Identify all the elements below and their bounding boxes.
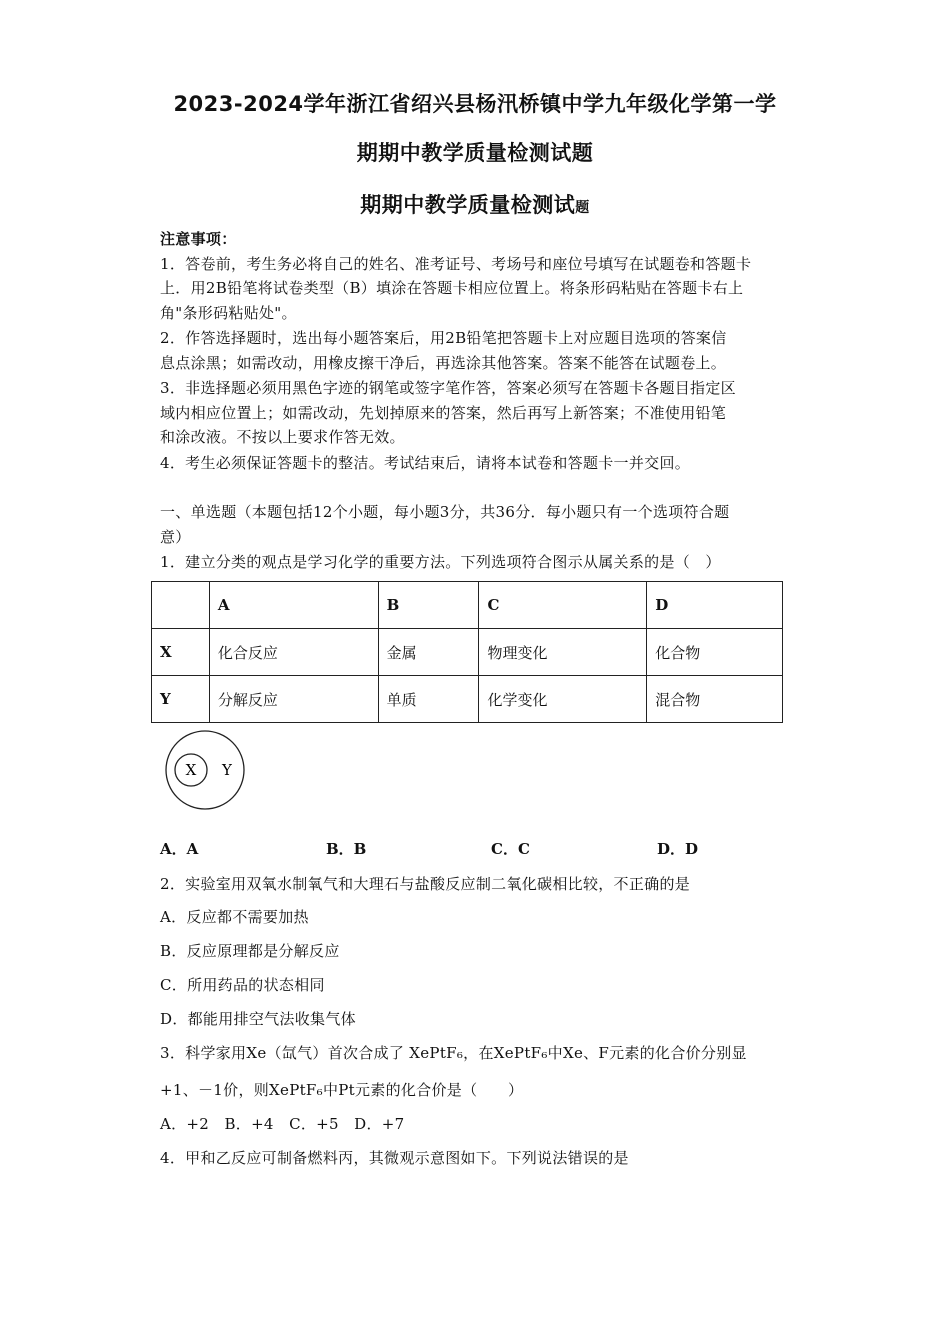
- q3-options: A．+2 B．+4 C．+5 D．+7: [160, 1115, 405, 1133]
- exam-title-line-3-small: 题: [575, 200, 590, 216]
- exam-title-line-3: [0, 189, 950, 219]
- notice-heading: 注意事项：: [160, 230, 237, 248]
- venn-outer-label: Y: [222, 761, 232, 779]
- table-header-cell: [152, 582, 210, 629]
- table-header-cell: D: [647, 582, 783, 629]
- table-cell: 化合反应: [209, 629, 378, 676]
- q1-option-b: B．B: [326, 840, 367, 858]
- section-heading-cont: 意）: [160, 528, 191, 546]
- q1-option-a: A．A: [160, 840, 199, 858]
- notice-line: 4．考生必须保证答题卡的整洁。考试结束后，请将本试卷和答题卡一并交回。: [160, 454, 691, 472]
- notice-line: 2．作答选择题时，选出每小题答案后，用2B铅笔把答题卡上对应题目选项的答案信: [160, 329, 727, 347]
- q1-table: [151, 581, 783, 723]
- table-row: [152, 676, 783, 723]
- q3-stem-cont: +1、－1价，则XePtF₆中Pt元素的化合价是（ ）: [160, 1081, 524, 1099]
- q1-option-c: C．C: [491, 840, 530, 858]
- table-cell: 金属: [378, 629, 479, 676]
- q3-stem: 3．科学家用Xe（氙气）首次合成了 XePtF₆，在XePtF₆中Xe、F元素的化合价分别显: [160, 1044, 747, 1062]
- q2-option-d: D．都能用排空气法收集气体: [160, 1010, 356, 1028]
- venn-inner-label: X: [185, 761, 197, 779]
- q4-stem: 4．甲和乙反应可制备燃料丙，其微观示意图如下。下列说法错误的是: [160, 1149, 629, 1167]
- exam-title-line-1: 2023-2024学年浙江省绍兴县杨汛桥镇中学九年级化学第一学: [173, 92, 777, 116]
- exam-title-line-3-main: 期期中教学质量检测试: [360, 193, 576, 217]
- table-cell: 混合物: [647, 676, 783, 723]
- venn-outer-circle: [166, 731, 244, 809]
- table-cell: 分解反应: [209, 676, 378, 723]
- notice-line: 3．非选择题必须用黑色字迹的钢笔或签字笔作答，答案必须写在答题卡各题目指定区: [160, 379, 736, 397]
- section-heading: 一、单选题（本题包括12个小题，每小题3分，共36分．每小题只有一个选项符合题: [160, 503, 730, 521]
- notice-line: 息点涂黑；如需改动，用橡皮擦干净后，再选涂其他答案。答案不能答在试题卷上。: [160, 354, 727, 372]
- notice-line: 域内相应位置上；如需改动，先划掉原来的答案，然后再写上新答案；不准使用铅笔: [160, 404, 727, 422]
- table-row: [152, 629, 783, 676]
- table-header-cell: A: [209, 582, 378, 629]
- notice-line: 和涂改液。不按以上要求作答无效。: [160, 428, 405, 446]
- q2-option-c: C．所用药品的状态相同: [160, 976, 325, 994]
- table-header-row: [152, 582, 783, 629]
- q1-option-d: D．D: [657, 840, 699, 858]
- q1-stem: 1．建立分类的观点是学习化学的重要方法。下列选项符合图示从属关系的是（ ）: [160, 553, 721, 571]
- notice-line: 角"条形码粘贴处"。: [160, 304, 297, 322]
- table-cell: 物理变化: [479, 629, 647, 676]
- table-cell: X: [152, 629, 210, 676]
- notice-line: 1．答卷前，考生务必将自己的姓名、准考证号、考场号和座位号填写在试题卷和答题卡: [160, 255, 752, 273]
- q2-option-b: B．反应原理都是分解反应: [160, 942, 340, 960]
- table-header-cell: B: [378, 582, 479, 629]
- table-cell: 化学变化: [479, 676, 647, 723]
- q2-stem: 2．实验室用双氧水制氧气和大理石与盐酸反应制二氧化碳相比较，不正确的是: [160, 875, 691, 893]
- exam-title-line-2: 期期中教学质量检测试题: [356, 141, 594, 165]
- table-header-cell: C: [479, 582, 647, 629]
- q2-option-a: A．反应都不需要加热: [160, 908, 309, 926]
- notice-line: 上．用2B铅笔将试卷类型（B）填涂在答题卡相应位置上。将条形码粘贴在答题卡右上: [160, 279, 744, 297]
- table-cell: 单质: [378, 676, 479, 723]
- table-cell: Y: [152, 676, 210, 723]
- venn-diagram: [163, 727, 253, 813]
- table-cell: 化合物: [647, 629, 783, 676]
